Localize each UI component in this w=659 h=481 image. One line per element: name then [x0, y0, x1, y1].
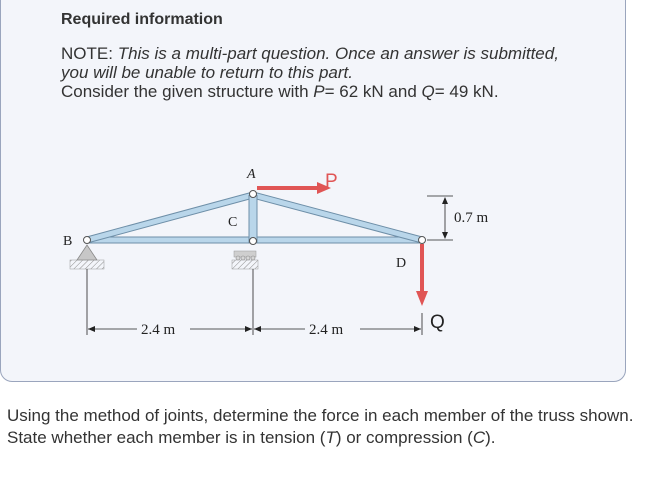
question-part1: Using the method of joints, determine the force in each member of the truss shown. State whether each member is in tension ( — [7, 406, 634, 447]
required-information-heading: Required information — [61, 11, 223, 28]
force-p-arrow — [257, 182, 331, 194]
q-variable: Q — [421, 82, 435, 101]
roller-support-c — [232, 251, 258, 269]
question-text — [7, 405, 652, 449]
label-d: D — [396, 256, 407, 271]
label-b: B — [63, 234, 73, 249]
span-left-label: 2.4 m — [141, 322, 176, 338]
label-a: A — [247, 167, 256, 182]
question-part3: ). — [485, 428, 496, 447]
label-p: P — [325, 171, 338, 192]
joint-a — [250, 191, 257, 198]
p-value: = 62 kN and — [324, 82, 417, 101]
p-variable: P — [313, 82, 325, 101]
note-italic-text: This is a multi-part question. Once an answer is submitted, you will be unable to return to this part. — [61, 44, 559, 82]
tension-symbol: T — [325, 428, 336, 447]
joint-b — [84, 237, 91, 244]
label-c: C — [228, 215, 238, 230]
span-right-label: 2.4 m — [309, 322, 344, 338]
statement-text: Consider the given structure with — [61, 82, 309, 101]
height-dimension — [427, 196, 453, 240]
note-prefix: NOTE: — [61, 44, 113, 63]
label-q: Q — [430, 312, 445, 333]
truss-figure — [55, 163, 525, 358]
joint-c — [250, 238, 257, 245]
force-q-arrow — [416, 244, 428, 306]
truss-members — [87, 195, 422, 243]
joint-d — [419, 237, 426, 244]
compression-symbol: C — [472, 428, 486, 447]
question-part2: ) or compression ( — [335, 428, 473, 447]
height-dimension-label: 0.7 m — [454, 210, 489, 226]
pin-support-b — [70, 245, 104, 269]
q-value: = 49 kN. — [434, 82, 499, 101]
span-dimension — [87, 269, 422, 335]
problem-note — [61, 44, 581, 101]
